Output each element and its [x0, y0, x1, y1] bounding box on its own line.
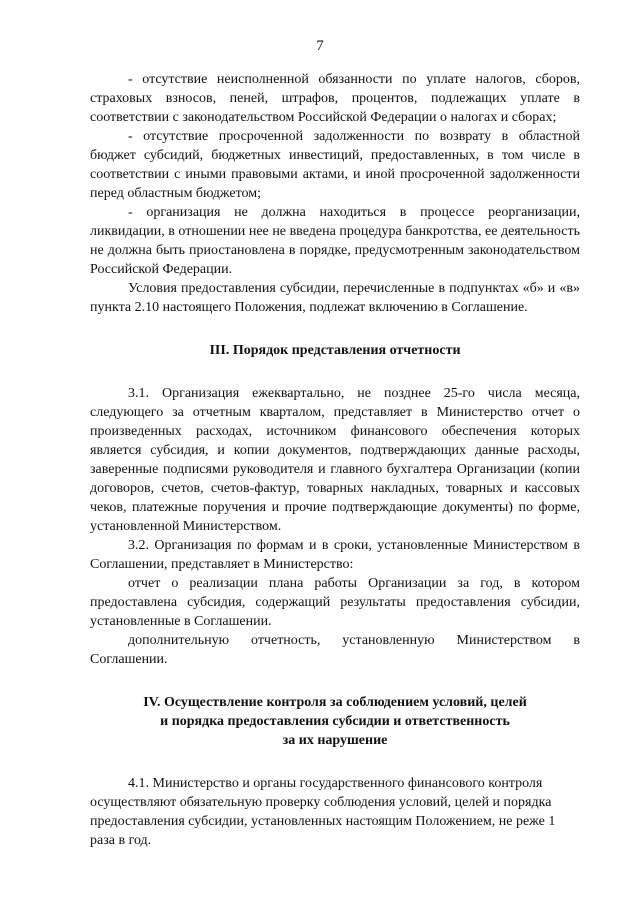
paragraph-3-2: 3.2. Организация по формам и в сроки, установленные Министерством в Соглашении, представляет в Министерство: [90, 538, 580, 572]
section-4-heading-line-3: за их нарушение [282, 733, 388, 748]
paragraph-work-plan-report: отчет о реализации плана работы Организации за год, в котором предоставлена субсидия, содержащий результаты предоставления субсидии, установленные в Соглашении. [90, 576, 580, 629]
page-number: 7 [316, 38, 324, 54]
document-body [90, 70, 580, 850]
paragraph-overdue-debt: - отсутствие просроченной задолженности по возврату в областной бюджет субсидий, бюджетных инвестиций, предоставленных, в том числе в соответствии с иными правовыми актами, и иной просроченной задолженности перед областным бюджетом; [90, 129, 580, 201]
section-4-heading-line-1: IV. Осуществление контроля за соблюдением условий, целей [143, 695, 527, 710]
paragraph-3-1: 3.1. Организация ежеквартально, не позднее 25-го числа месяца, следующего за отчетным кварталом, представляет в Министерство отчет о произведенных расходах, источником финансового обеспечения которых является субсидия, и копии документов, подтверждающих данные расходы, заверенные подписями руководителя и главного бухгалтера Организации (копии договоров, счетов, счетов-фактур, товарных накладных, товарных и кассовых чеков, платежные поручения и прочие подтверждающие документы) по форме, установленной Министерством. [90, 386, 580, 534]
section-4-heading [90, 693, 580, 750]
paragraph-4-1: 4.1. Министерство и органы государственного финансового контроля осуществляют обязательную проверку соблюдения условий, целей и порядка предоставления субсидии, установленных настоящим Положением, не реже 1 раза в год. [90, 776, 556, 848]
section-3-heading: III. Порядок представления отчетности [209, 343, 461, 358]
section-4-heading-line-2: и порядка предоставления субсидии и ответственность [160, 714, 510, 729]
paragraph-reorganization: - организация не должна находиться в процессе реорганизации, ликвидации, в отношении нее не введена процедура банкротства, ее деятельность не должна быть приостановлена в порядке, предусмотренным законодательством Российской Федерации. [90, 205, 580, 277]
paragraph-tax-debt: - отсутствие неисполненной обязанности по уплате налогов, сборов, страховых взносов, пеней, штрафов, процентов, подлежащих уплате в соответствии с законодательством Российской Федерации о налогах и сборах; [90, 72, 580, 125]
paragraph-conditions: Условия предоставления субсидии, перечисленные в подпунктах «б» и «в» пункта 2.10 настоящего Положения, подлежат включению в Соглашение. [90, 281, 580, 315]
paragraph-additional-reporting: дополнительную отчетность, установленную Министерством в Соглашении. [90, 633, 580, 667]
